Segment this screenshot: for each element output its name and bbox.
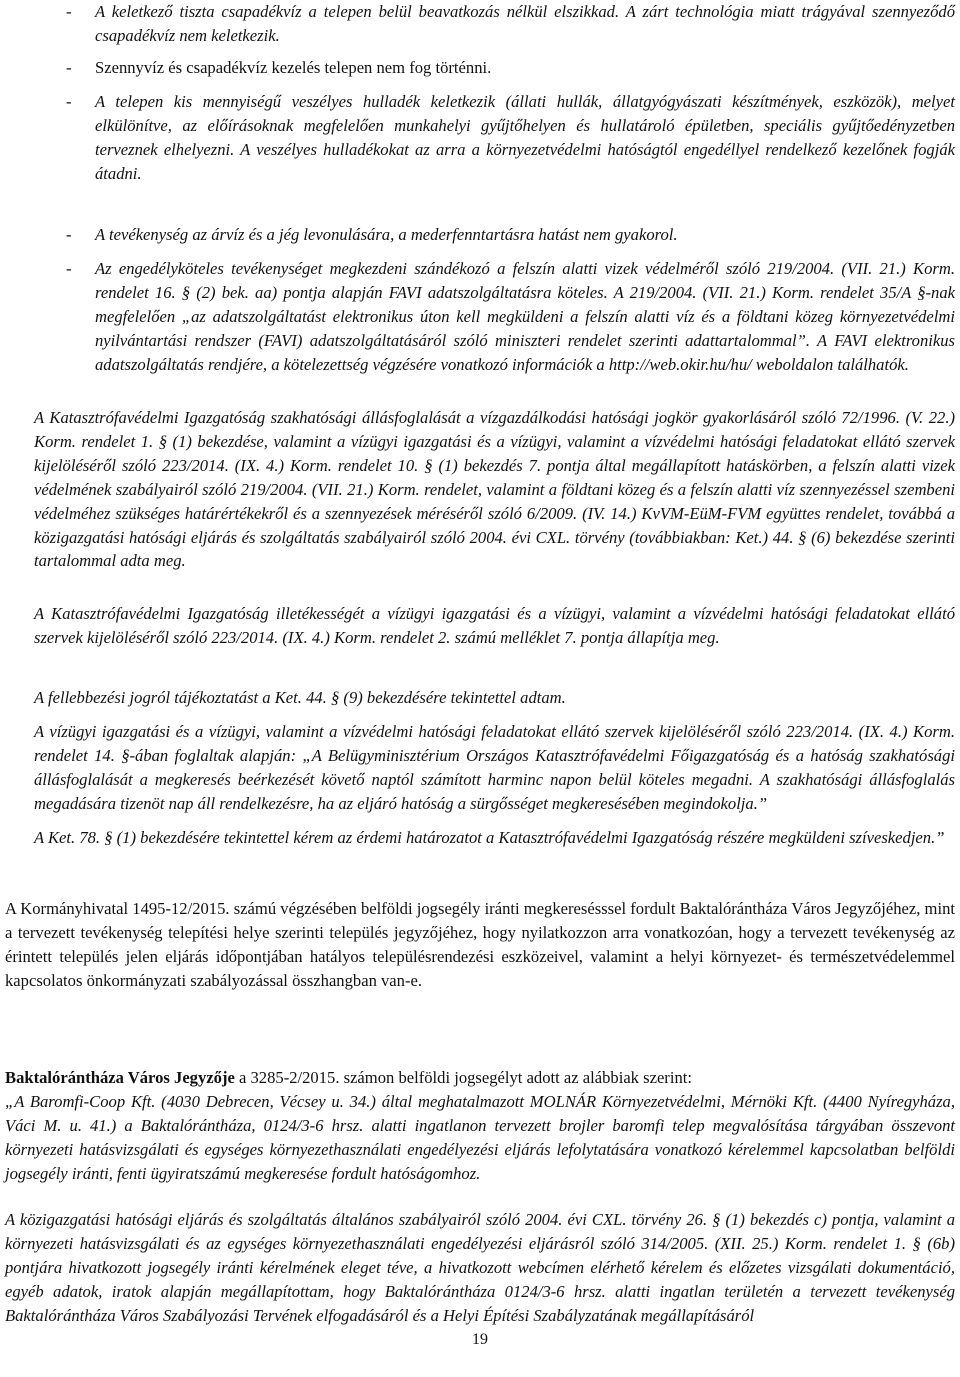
paragraph-jegyzo-quote: „A Baromfi-Coop Kft. (4030 Debrecen, Vécsey u. 34.) által meghatalmazott MOLNÁR Környezetvédelmi, Mérnöki Kft. (4400 Nyíregyháza, Váci M. u. 41.) a Baktalórántháza, 0124/3-6 hrsz. alatti ingatlanon tervezett brojler baromfi telep megvalósítása tárgyában összevont környezeti hatásvizsgálati és egységes környezethasználati engedélyezési eljárás lefolytatására vonatkozó kérelemmel kapcsolatban belföldi jogsegély iránti, fenti ügyiratszámú megkeresése fordult hatóságomhoz. xyxy=(5,1092,955,1183)
paragraph-decision-request: A Ket. 78. § (1) bekezdésére tekintettel kérem az érdemi határozatot a Katasztrófavédelmi Igazgatóság részére megküldeni szíveskedjen.” xyxy=(34,828,945,847)
bullet-marker: - xyxy=(66,2,72,21)
bullet-marker: - xyxy=(66,225,72,244)
jegyzo-intro-text: a 3285-2/2015. számon belföldi jogsegélyt adott az alábbiak szerint: xyxy=(234,1068,692,1087)
bullet-item-flood: A tevékenység az árvíz és a jég levonulására, a mederfenntartásra hatást nem gyakorol. xyxy=(95,225,678,244)
bullet-item-stormwater: A keletkező tiszta csapadékvíz a telepen belül beavatkozás nélkül elszikkad. A zárt technológia miatt trágyával szennyeződő csapadékvíz nem keletkezik. xyxy=(95,2,955,45)
bullet-marker: - xyxy=(66,259,72,278)
jegyzo-name: Baktalórántháza Város Jegyzője xyxy=(5,1068,235,1087)
bullet-item-favi: Az engedélyköteles tevékenységet megkezdeni szándékozó a felszín alatti vizek védelméről szóló 219/2004. (VII. 21.) Korm. rendelet 16. § (2) bek. aa) pontja alapján FAVI adatszolgáltatásra köteles. A 219/2004. (VII. 21.) Korm. rendelet 35/A §-nak megfelelően „az adatszolgáltatást elektronikus úton kell megküldeni a felszín alatti víz és a földtani közeg környezetvédelmi nyilvántartási rendszer (FAVI) adatszolgáltatásáról szóló miniszteri rendelet szerinti adattartalommal”. A FAVI elektronikus adatszolgáltatás rendjére, a kötelezettség végzésére vonatkozó információk a http://web.okir.hu/hu/ weboldalon találhatók. xyxy=(95,259,955,374)
page-number: 19 xyxy=(472,1331,488,1348)
paragraph-katasztrofavedelem-scope: A Katasztrófavédelmi Igazgatóság szakhatósági állásfoglalását a vízgazdálkodási hatósági jogkör gyakorlásáról szóló 72/1996. (V. 22.) Korm. rendelet 1. § (1) bekezdése, valamint a vízügyi igazgatási és a vízügyi, valamint a vízvédelmi hatósági feladatokat ellátó szervek kijelöléséről szóló 223/2014. (IX. 4.) Korm. rendelet 10. § (1) bekezdés 7. pontja által megállapított hatáskörben, a felszín alatti vizek védelmének szabályairól szóló 219/2004. (VII. 21.) Korm. rendelet, valamint a földtani közeg és a felszín alatti víz szennyezéssel szembeni védelméhez szükséges határértékekről és a szennyezések méréséről szóló 6/2009. (IV. 14.) KvVM-EüM-FVM együttes rendelet, továbbá a közigazgatási hatósági eljárás és szolgáltatás szabályairól szóló 2004. évi CXL. törvény (továbbiakban: Ket.) 44. § (6) bekezdése szerinti tartalommal adta meg. xyxy=(34,408,955,571)
bullet-item-hazardous-waste: A telepen kis mennyiségű veszélyes hulladék keletkezik (állati hullák, állatgyógyászati készítmények, eszközök), melyet elkülönítve, az előírásoknak megfelelően munkahelyi gyűjtőhelyen és hullatároló épületben, speciális gyűjtőedényzetben terveznek elhelyezni. A veszélyes hulladékokat az arra a környezetvédelmi hatóságtól engedéllyel rendelkező kezelőnek fogják átadni. xyxy=(95,92,955,183)
bullet-item-wastewater: Szennyvíz és csapadékvíz kezelés telepen nem fog történni. xyxy=(95,58,492,77)
paragraph-jegyzo-intro xyxy=(5,1066,955,1090)
paragraph-appeal-info: A fellebbezési jogról tájékoztatást a Ket. 44. § (9) bekezdésére tekintettel adtam. xyxy=(34,688,566,707)
bullet-marker: - xyxy=(66,58,72,77)
paragraph-deadline: A vízügyi igazgatási és a vízügyi, valamint a vízvédelmi hatósági feladatokat ellátó szervek kijelöléséről szóló 223/2014. (IX. 4.) Korm. rendelet 14. §-ában foglaltak alapján: „A Belügyminisztérium Országos Katasztrófavédelmi Főigazgatóság és a hatóság szakhatósági állásfoglalását a megkeresés beérkezését követő naptól számított harminc napon belül köteles megadni. A szakhatósági állásfoglalás megadására tizenöt nap áll rendelkezésre, ha az eljáró hatóság a sürgősséget megkeresésében megindokolja.” xyxy=(34,722,955,813)
paragraph-katasztrofavedelem-competence: A Katasztrófavédelmi Igazgatóság illetékességét a vízügyi igazgatási és a vízügyi, valamint a vízvédelmi hatósági feladatokat ellátó szervek kijelöléséről szóló 223/2014. (IX. 4.) Korm. rendelet 2. számú melléklet 7. pontja állapítja meg. xyxy=(34,604,955,647)
bullet-marker: - xyxy=(66,92,72,111)
paragraph-kormanyhivatal: A Kormányhivatal 1495-12/2015. számú végzésében belföldi jogsegély iránti megkeresésssel fordult Baktalórántháza Város Jegyzőjéhez, mint a tervezett tevékenység telepítési helye szerinti település jegyzőjéhez, hogy nyilatkozzon arra vonatkozóan, hogy a tervezett tevékenység az érintett település jelen eljárás időpontjában hatályos településrendezési eszközeivel, valamint a helyi környezet- és természetvédelemmel kapcsolatos önkormányzati szabályozással összhangban van-e. xyxy=(5,899,955,990)
paragraph-jegyzo-quote-cont: A közigazgatási hatósági eljárás és szolgáltatás általános szabályairól szóló 2004. évi CXL. törvény 26. § (1) bekezdés c) pontja, valamint a környezeti hatásvizsgálati és az egységes környezethasználati engedélyezési eljárásról szóló 314/2005. (XII. 25.) Korm. rendelet 1. § (6b) pontjára hivatkozott jogsegély iránti kérelmének eleget téve, a hivatkozott webcímen elérhető kérelem és előzetes vizsgálati dokumentáció, egyéb adatok, iratok alapján megállapítottam, hogy Baktalórántháza 0124/3-6 hrsz. alatti ingatlan területén a tervezett tevékenység Baktalórántháza Város Szabályozási Tervének elfogadásáról és a Helyi Építési Szabályzatának megállapításáról xyxy=(5,1210,955,1325)
